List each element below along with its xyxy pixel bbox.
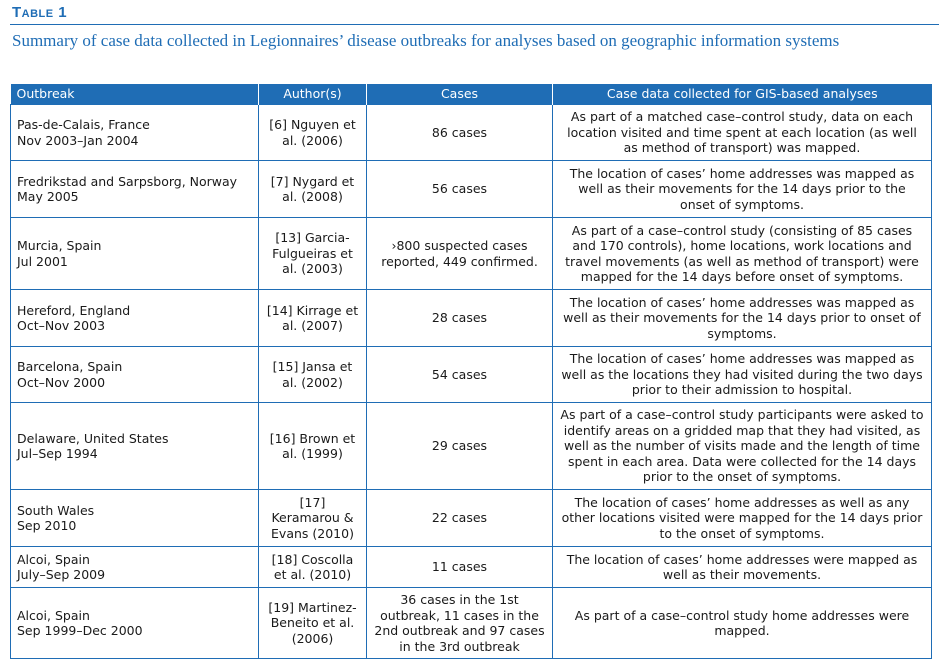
author-cell: [7] Nygard et al. (2008) [259,161,367,218]
author-cell: [15] Jansa et al. (2002) [259,347,367,403]
table-row [11,161,932,218]
outbreak-cell [11,588,259,659]
table-row [11,347,932,403]
case-data-cell: The location of cases’ home addresses was mapped as well as their movements for the 14 days prior to onset of symptoms. [553,290,932,347]
case-data-cell: The location of cases’ home addresses was mapped as well as the locations they had visited during the two days prior to their admission to hospital. [553,347,932,403]
outbreak-date: Jul–Sep 1994 [17,446,98,461]
case-data-cell: As part of a case–control study home addresses were mapped. [553,588,932,659]
cases-cell: 36 cases in the 1st outbreak, 11 cases in the 2nd outbreak and 97 cases in the 3rd outbreak [367,588,553,659]
outbreak-date: Oct–Nov 2003 [17,318,106,333]
table-row [11,403,932,490]
author-cell: [14] Kirrage et al. (2007) [259,290,367,347]
cases-cell: 56 cases [367,161,553,218]
outbreak-date: Oct–Nov 2000 [17,374,106,390]
outbreak-place: Hereford, England [17,302,131,318]
cases-cell: 54 cases [367,347,553,403]
column-header-cases: Cases [367,84,553,105]
table-row [11,290,932,347]
case-data-cell: The location of cases’ home addresses as well as any other locations visited were mapped for the 14 days prior to the onset of symptoms. [553,490,932,547]
outbreak-date: July–Sep 2009 [17,567,106,582]
cases-cell: 29 cases [367,403,553,490]
outbreak-date: Sep 2010 [17,518,77,533]
column-header-outbreak: Outbreak [11,84,259,105]
title-rule [10,24,939,25]
author-cell: [6] Nguyen et al. (2006) [259,105,367,161]
outbreak-cell [11,547,259,588]
outbreak-cell [11,490,259,547]
outbreak-place: South Wales [17,502,95,518]
case-data-cell: As part of a case–control study (consisting of 85 cases and 170 controls), home locations, work locations and travel movements (as well as method of transport) were mapped for the 14 days before onset of symptoms. [553,218,932,290]
outbreak-place: Murcia, Spain [17,238,102,253]
outbreak-date: Nov 2003–Jan 2004 [17,132,139,148]
outbreak-cell [11,347,259,403]
outbreak-place: Barcelona, Spain [17,359,123,374]
column-header-case-data: Case data collected for GIS-based analyses [553,84,932,105]
cases-cell: 28 cases [367,290,553,347]
table-row [11,547,932,588]
table-caption: Summary of case data collected in Legionnaires’ disease outbreaks for analyses based on geographic information systems [12,31,840,50]
author-cell: [19] Martinez-Beneito et al. (2006) [259,588,367,659]
outbreak-cell [11,105,259,161]
outbreak-cell [11,290,259,347]
cases-cell: ›800 suspected cases reported, 449 confirmed. [367,218,553,290]
author-cell: [16] Brown et al. (1999) [259,403,367,490]
case-data-cell: The location of cases’ home addresses were mapped as well as their movements. [553,547,932,588]
outbreak-cell [11,218,259,290]
author-cell: [17] Keramarou & Evans (2010) [259,490,367,547]
author-cell: [13] Garcia-Fulgueiras et al. (2003) [259,218,367,290]
outbreak-date: Jul 2001 [17,253,68,269]
cases-cell: 11 cases [367,547,553,588]
outbreak-place: Alcoi, Spain [17,551,90,567]
cases-cell: 22 cases [367,490,553,547]
table-row [11,105,932,161]
table-row [11,588,932,659]
outbreak-place: Delaware, United States [17,430,169,446]
outbreak-summary-table [10,84,932,659]
outbreak-cell [11,161,259,218]
header-row [11,84,932,105]
outbreak-cell [11,403,259,490]
table-label: Table 1 [12,4,68,21]
case-data-cell: The location of cases’ home addresses was mapped as well as their movements for the 14 days prior to the onset of symptoms. [553,161,932,218]
author-cell: [18] Coscolla et al. (2010) [259,547,367,588]
table-row [11,490,932,547]
outbreak-place: Alcoi, Spain [17,607,90,623]
outbreak-date: May 2005 [17,189,79,204]
outbreak-date: Sep 1999–Dec 2000 [17,623,143,638]
column-header-authors: Author(s) [259,84,367,105]
table-row [11,218,932,290]
case-data-cell: As part of a matched case–control study, data on each location visited and time spent at each location (as well as method of transport) was mapped. [553,105,932,161]
cases-cell: 86 cases [367,105,553,161]
outbreak-place: Pas-de-Calais, France [17,117,150,132]
outbreak-place: Fredrikstad and Sarpsborg, Norway [17,173,238,189]
case-data-cell: As part of a case–control study participants were asked to identify areas on a gridded map that they had visited, as well as the number of visits made and the length of time spent in each area. Data were collected for the 14 days prior to the onset of symptoms. [553,403,932,490]
